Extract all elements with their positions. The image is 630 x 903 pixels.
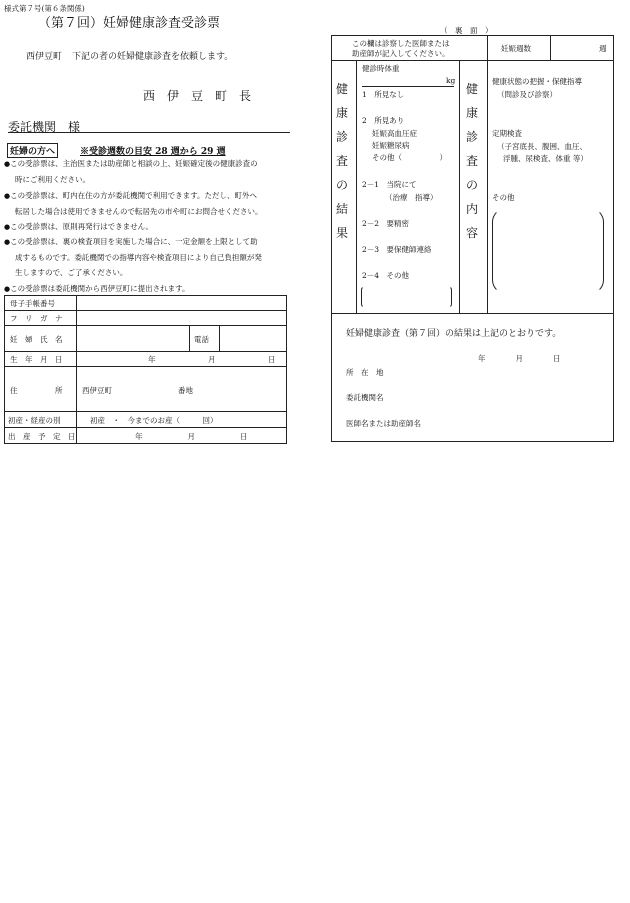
parity-value: 初産 ・ 今までのお産（ 回） <box>90 416 218 425</box>
result-2-1: 2－1 当院にて <box>362 180 417 189</box>
address-label: 住 所 <box>10 386 63 395</box>
note-item: ● この受診票は、原則再発行はできません。 <box>4 221 153 232</box>
content-regular-exam-sub: 浮腫、尿検査、体重 等） <box>503 154 588 163</box>
notice-tag: 妊婦の方へ <box>7 143 58 158</box>
result-other: その他（ ） <box>372 153 447 162</box>
name-label: 妊 婦 氏 名 <box>10 335 63 344</box>
note-item-cont: 時にご利用ください。 <box>15 175 90 184</box>
content-char: 健 <box>466 82 479 96</box>
parity-label: 初産・経産の別 <box>8 416 61 425</box>
result-2-2: 2－2 要精密 <box>362 219 410 228</box>
result-date: 年 月 日 <box>478 354 561 363</box>
phone-label: 電話 <box>194 335 209 344</box>
results-char: 診 <box>336 130 349 144</box>
address-town: 西伊豆町 <box>82 386 112 395</box>
content-regular-exam-sub: （子宮底長、腹囲、血圧、 <box>497 142 587 151</box>
mayor-title: 西 伊 豆 町 長 <box>143 89 252 103</box>
birth-value: 年 月 日 <box>148 355 276 364</box>
content-char: 容 <box>466 226 479 240</box>
result-findings: 2 所見あり <box>362 116 405 125</box>
other-bracket <box>361 286 452 308</box>
result-2-1-sub: （治療 指導） <box>385 193 438 202</box>
results-char: 査 <box>336 154 349 168</box>
note-item: ● この受診票は委託機関から西伊豆町に提出されます。 <box>4 283 190 294</box>
results-char: 果 <box>336 226 349 240</box>
due-value: 年 月 日 <box>135 432 248 441</box>
form-number: 様式第７号(第６条関係) <box>4 4 85 13</box>
request-text: 下記の者の妊婦健康診査を依頼します。 <box>72 52 234 62</box>
weeks-label: 妊娠週数 <box>501 44 531 53</box>
page-title: （第７回）妊婦健康診査受診票 <box>38 16 221 31</box>
doctor-label: 医師名または助産師名 <box>346 419 421 428</box>
result-hypertension: 妊娠高血圧症 <box>372 129 417 138</box>
content-regular-exam: 定期検査 <box>492 129 522 138</box>
note-item-cont: 成するものです。委託機関での指導内容や検査項目により自己負担額が発 <box>15 253 262 262</box>
addressee: 委託機関 様 <box>8 120 81 134</box>
content-char: の <box>466 178 479 192</box>
result-none: 1 所見なし <box>362 90 405 99</box>
boshi-label: 母子手帳番号 <box>10 299 55 308</box>
table-divider <box>76 295 77 444</box>
note-item-cont: 生しますので、ご了承ください。 <box>15 268 128 277</box>
results-char: 康 <box>336 106 349 120</box>
content-char: 康 <box>466 106 479 120</box>
back-heading: （ 裏 面 ） <box>440 26 493 35</box>
content-other: その他 <box>492 193 515 202</box>
facility-label: 委託機関名 <box>346 393 384 402</box>
results-char: の <box>336 178 349 192</box>
result-statement: 妊婦健康診査（第７回）の結果は上記のとおりです。 <box>346 329 562 339</box>
content-other-bracket <box>492 208 604 294</box>
content-health: 健康状態の把握・保健指導 <box>492 77 582 86</box>
location-label: 所 在 地 <box>346 368 384 377</box>
weeks-unit: 週 <box>599 44 607 53</box>
note-item: ● この受診票は、主治医または助産師と相談の上、妊娠確定後の健康診査の <box>4 158 258 169</box>
note-item-cont: 転居した場合は使用できませんので転居先の市や町にお問合せください。 <box>15 207 263 216</box>
content-health-sub: （問診及び診察） <box>497 90 557 99</box>
birth-label: 生 年 月 日 <box>10 355 63 364</box>
notice-weeks: ※受診週数の目安 28 週から 29 週 <box>80 147 226 157</box>
content-char: 査 <box>466 154 479 168</box>
notice-line-1: この欄は診察した医師または <box>352 39 450 48</box>
result-2-4: 2－4 その他 <box>362 271 410 280</box>
furigana-label: フ リ ガ ナ <box>10 314 63 323</box>
address-banchi: 番地 <box>178 386 193 395</box>
due-label: 出 産 予 定 日 <box>8 432 76 441</box>
notice-line-2: 助産師が記入してください。 <box>352 49 450 58</box>
result-diabetes: 妊娠糖尿病 <box>372 141 410 150</box>
request-town: 西伊豆町 <box>26 52 63 62</box>
results-char: 健 <box>336 82 349 96</box>
content-char: 内 <box>466 202 479 216</box>
results-char: 結 <box>336 202 349 216</box>
note-item: ● この受診票は、裏の検査項目を実施した場合に、一定金額を上限として助 <box>4 236 258 247</box>
addressee-underline <box>8 132 290 133</box>
weight-label: 健診時体重 <box>362 64 400 73</box>
weight-unit: kg <box>446 76 456 85</box>
weight-underline <box>362 86 454 87</box>
content-char: 診 <box>466 130 479 144</box>
result-2-3: 2－3 要保健師連絡 <box>362 245 432 254</box>
note-item: ● この受診票は、町内在住の方が委託機関で利用できます。ただし、町外へ <box>4 190 257 201</box>
